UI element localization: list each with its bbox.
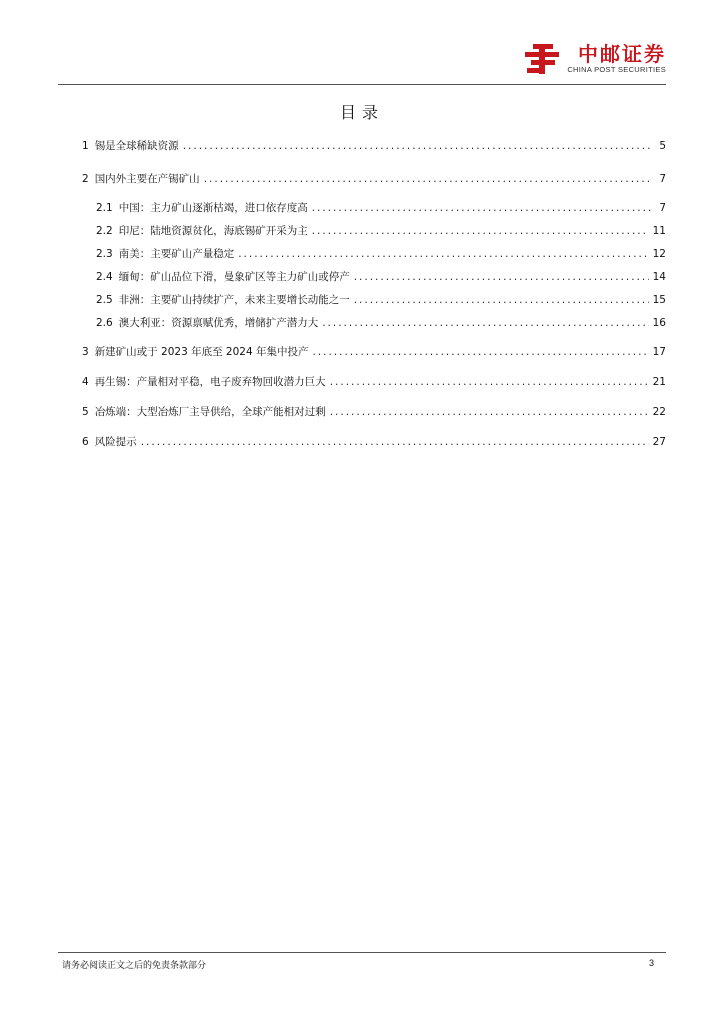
toc-subentry[interactable] bbox=[96, 292, 666, 308]
toc-entry-number: 2.5 bbox=[96, 294, 113, 306]
toc-subentry[interactable] bbox=[96, 200, 666, 216]
toc-entry-number: 2.4 bbox=[96, 271, 113, 283]
toc-dot-leader bbox=[312, 346, 648, 358]
toc-entry-number: 2.3 bbox=[96, 248, 113, 260]
toc-subentry[interactable] bbox=[96, 246, 666, 262]
toc-dot-leader bbox=[204, 173, 652, 185]
toc-entry-number: 1 bbox=[82, 140, 89, 152]
logo-chinese-name: 中邮证券 bbox=[578, 42, 666, 66]
toc-entry-title: 非洲：主要矿山持续扩产，未来主要增长动能之一 bbox=[118, 294, 350, 306]
toc-entry-title: 中国：主力矿山逐渐枯竭，进口依存度高 bbox=[118, 202, 308, 214]
toc-dot-leader bbox=[354, 271, 649, 283]
toc-dot-leader bbox=[354, 294, 649, 306]
toc-entry-page: 21 bbox=[652, 376, 666, 388]
toc-entry-title: 印尼：陆地资源贫化，海底锡矿开采为主 bbox=[118, 225, 308, 237]
toc-entry-number: 2.2 bbox=[96, 225, 113, 237]
toc-subentry[interactable] bbox=[96, 223, 666, 239]
toc-entry-title: 风险提示 bbox=[94, 436, 137, 448]
toc-entry-number: 4 bbox=[82, 376, 89, 388]
toc-dot-leader bbox=[141, 436, 649, 448]
toc-entry-number: 2 bbox=[82, 173, 89, 185]
toc-entry-title: 冶炼端：大型冶炼厂主导供给，全球产能相对过剩 bbox=[94, 406, 326, 418]
toc-entry-title: 国内外主要在产锡矿山 bbox=[94, 173, 200, 185]
toc-dot-leader bbox=[312, 225, 649, 237]
toc-entry-number: 3 bbox=[82, 346, 89, 358]
toc-entry[interactable] bbox=[82, 344, 666, 360]
footer-divider bbox=[58, 952, 666, 953]
toc-dot-leader bbox=[183, 140, 652, 152]
toc-title: 目录 bbox=[339, 103, 384, 122]
toc-entry[interactable] bbox=[82, 434, 666, 450]
toc-entry-page: 12 bbox=[652, 248, 666, 260]
toc-entry-page: 7 bbox=[659, 202, 666, 214]
toc-entry-page: 22 bbox=[652, 406, 666, 418]
toc-entry[interactable] bbox=[82, 404, 666, 420]
logo-english-name: CHINA POST SECURITIES bbox=[567, 65, 666, 74]
toc-entry-page: 15 bbox=[652, 294, 666, 306]
toc-dot-leader bbox=[238, 248, 648, 260]
toc-entry-page: 16 bbox=[652, 317, 666, 329]
toc-entry-number: 2.6 bbox=[96, 317, 113, 329]
toc-subentry[interactable] bbox=[96, 269, 666, 285]
page-number: 3 bbox=[648, 958, 654, 968]
footer-disclaimer: 请务必阅读正文之后的免责条款部分 bbox=[62, 961, 207, 971]
toc-dot-leader bbox=[330, 406, 649, 418]
toc-entry[interactable] bbox=[82, 374, 666, 390]
header-divider bbox=[58, 84, 666, 85]
toc-entry-title: 新建矿山或于 2023 年底至 2024 年集中投产 bbox=[94, 346, 309, 358]
toc-dot-leader bbox=[312, 202, 652, 214]
toc-entry-page: 17 bbox=[652, 346, 666, 358]
company-logo bbox=[523, 42, 666, 76]
toc-entry-number: 2.1 bbox=[96, 202, 113, 214]
toc-entry[interactable] bbox=[82, 138, 666, 154]
toc-entry-page: 27 bbox=[652, 436, 666, 448]
toc-dot-leader bbox=[330, 376, 649, 388]
toc-entry-page: 7 bbox=[659, 173, 666, 185]
china-post-logo-icon bbox=[523, 42, 561, 76]
toc-entry[interactable] bbox=[82, 171, 666, 187]
toc-entry-page: 5 bbox=[659, 140, 666, 152]
toc-entry-title: 南美：主要矿山产量稳定 bbox=[118, 248, 235, 260]
toc-subentry[interactable] bbox=[96, 315, 666, 331]
toc-entry-page: 14 bbox=[652, 271, 666, 283]
toc-entry-title: 再生锡：产量相对平稳，电子废弃物回收潜力巨大 bbox=[94, 376, 326, 388]
toc-entry-title: 锡是全球稀缺资源 bbox=[94, 140, 179, 152]
toc-entry-title: 澳大利亚：资源禀赋优秀，增储扩产潜力大 bbox=[118, 317, 319, 329]
toc-entry-page: 11 bbox=[652, 225, 666, 237]
toc-entry-number: 5 bbox=[82, 406, 89, 418]
toc-entry-number: 6 bbox=[82, 436, 89, 448]
toc-dot-leader bbox=[322, 317, 648, 329]
toc-entry-title: 缅甸：矿山品位下滑，曼象矿区等主力矿山或停产 bbox=[118, 271, 350, 283]
